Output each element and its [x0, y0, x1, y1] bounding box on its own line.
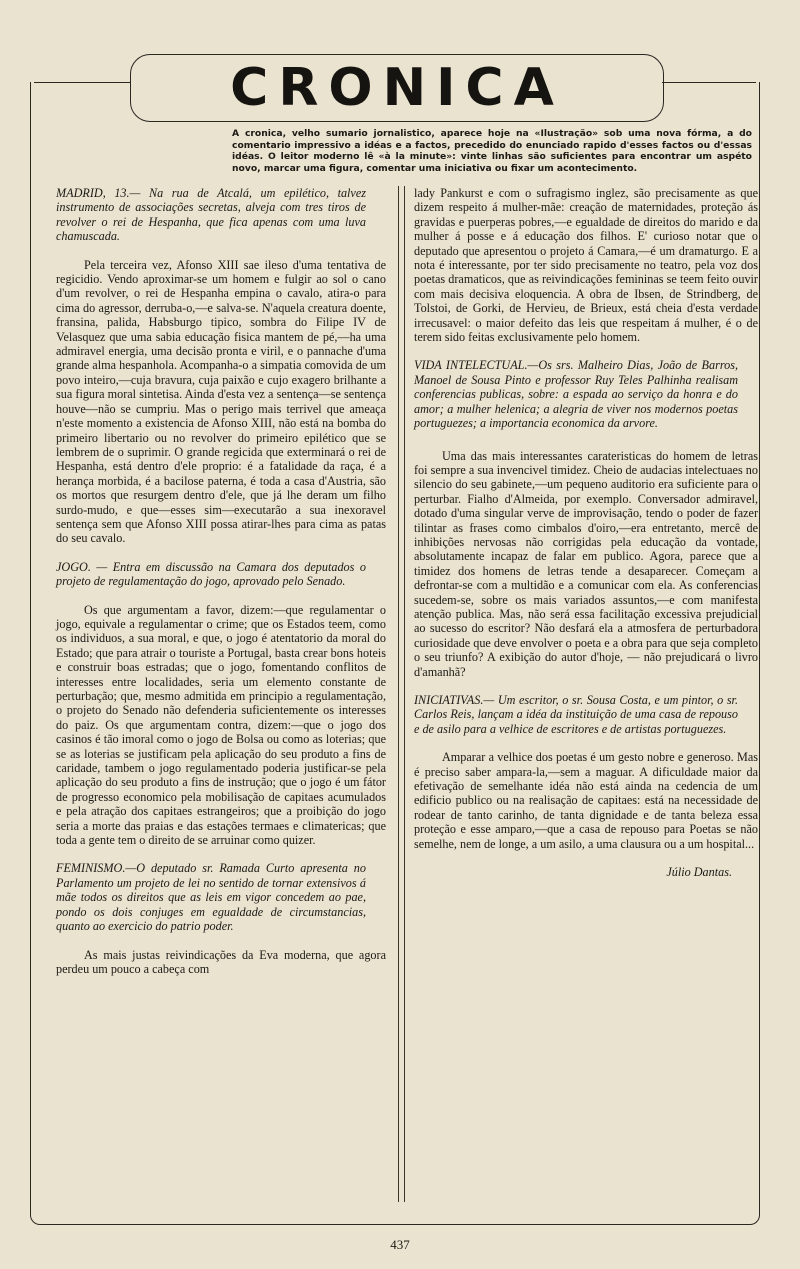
column-divider: [398, 186, 405, 1202]
jogo-lead: JOGO. — Entra em discussão na Camara dos deputados o projeto de regulamentação do jogo, aprovado pelo Senado.: [56, 559, 366, 589]
left-column: [56, 186, 386, 990]
header-rule-right: [662, 82, 756, 83]
jogo-body: Os que argumentam a favor, dizem:—que regulamentar o jogo, equivale a regulamentar o crime; que os Estados teem, como os individuos, a sua moral, e que, o jogo é atentatorio da moral do Estado; que para atrair o touriste a Portugal, basta crear bons hoteis e construir boas estradas; que o jogo, fomentando conflitos de interesses entre localidades, seria um elemento constante de perturbação; que, mesmo admitida em principio a regulamentação, o projeto do Senado não defenderia suficientemente os interesses do paiz. Os que argumentam contra, dizem:—que o jogo dos casinos é tão imoral como o jogo de Bolsa ou como as loterias; que se as loterias se justificam pela aplicação do seu produto a fins de caridade, tambem o jogo regulamentado poderia justificar-se pela aplicação do seu produto a fins de instrução; que o jogo é um fátor de progresso economico pela mobilisação de capitaes acumulados e pela atração dos capitaes estrangeiros; que a proibição do jogo seria a morte das praias e das estações termaes e climatericas; que toda a gente tem o direito de se arruinar como quizer.: [56, 602, 386, 848]
vida-intelectual-body: Uma das mais interessantes carateristicas do homem de letras foi sempre a sua invencivel timidez. Cheio de audacias intelectuaes no silencio do seu gabinete,—um pequeno auditorio era suficiente para o perturbar. Fialho d'Almeida, por exemplo. Conversador admiravel, dotado d'uma singular verve de improvisação, tendo o poder de fazer tilintar as frases como cimbalos d'oiro,—era entretanto, mercê de inhibições nervosas não corrigidas pela educação da vontade, absolutamente incapaz de falar em publico. Agora, parece que a timidez dos homens de letras tende a desaparecer. Começam a defrontar-se com a multidão e a comunicar com ela. As conferencias sucedem-se, sobre os mais variados assuntos,—e com manifesta atenção publica. Mas, não será essa facilitação excessiva prejudicial ao sucesso do escritor? Não desfará ela a atmosfera de perturbadora curiosidade que deve envolver o poeta e a obra para que seja completo o seu triunfo? A exibição do autor d'hoje, — não prejudicará o livro d'amanhã?: [414, 448, 758, 679]
feminismo-lead: FEMINISMO.—O deputado sr. Ramada Curto apresenta no Parlamento um projeto de lei no sentido de tornar extensivos á mãe todos os direitos que as leis em vigor concedem ao pae, pondo os dois conjuges em egualdade de circumstancias, quanto ao exercicio do patrio poder.: [56, 861, 366, 934]
page-number: 437: [390, 1237, 410, 1252]
feminismo-body-end: lady Pankurst e com o sufragismo inglez, são precisamente as que dizem respeito á mulher-mãe: creação de maternidades, proteção ás gravidas e puerperas pobres,—e egualdade de direitos do marido e da mulher á posse e á educação dos filhos. E' curioso notar que o deputado que apresentou o projeto á Camara,—é um dramaturgo. E a nota é interessante, por ter sido precisamente no teatro, pela voz dos poetas dramaticos, que as reivindicações femininas se teem feito ouvir com mais decisiva eloquencia. A obra de Ibsen, de Strindberg, de Tolstoi, de Gorki, de Hervieu, de Brieux, está cheia d'esta verdade irrecusavel: o maior defeito das leis que respeitam á mulher, é o de terem sido feitas exclusivamente pelo homem.: [414, 186, 758, 345]
iniciativas-body: Amparar a velhice dos poetas é um gesto nobre e generoso. Mas é preciso saber ampara-la,—sem a maguar. A dificuldade maior da efetivação de semelhante idéa não está ainda na cedencia de um edificio publico ou na realisação de capitaes: está na necessidade de rodear de tanto carinho, de tanta dignidade e de tanta beleza essa proteção e esse amparo,—que a casa de repouso para Poetas se não semelhe, nem de longe, a um asilo, a uma clausura ou a um hospital...: [414, 750, 758, 851]
vida-intelectual-lead: VIDA INTELECTUAL.—Os srs. Malheiro Dias, João de Barros, Manoel de Sousa Pinto e professor Ruy Teles Palhinha realisam conferencias publicas, sobre: a espada ao serviço da honra e do amor; a mulher helenica; a alegria de viver nos modernos poetas portuguezes; a importancia economica da arvore.: [414, 358, 738, 431]
madrid-body: Pela terceira vez, Afonso XIII sae ileso d'uma tentativa de regicidio. Vendo aproximar-se um homem e fulgir ao sol o cano d'um revolver, o rei de Hespanha empina o cavalo, atira-o para cima do agressor, derruba-o,—e salva-se. N'aquela creatura doente, fransina, palida, Habsburgo tipico, sombra do Filipe IV de Velasquez que uma sabia educação fisica mantem de pé,—ha uma admiravel energia, uma decisão pronta e viril, e o pannache d'uma grande alma hespanhola. Acompanha-o a simpatia comovida de um povo inteiro,—cuja bravura, cuja paixão e cujo exagero brilhante a sua figura moral sintetisa. Ainda d'esta vez a sentença—se sentença houve—não se cumpriu. Mas o perigo mais terrivel que ameaça n'este momento a existencia de Afonso XIII, não está na bomba do primeiro libertario ou no revolver do primeiro epilético que se lembrem de o suprimir. O grande regicida que exterminará o rei de Hespanha, está dentro d'ele proprio: é a fatalidade da raça, é a herança morbida, é a bacilose paterna, é toda a casa d'Austria, são os mortos que resurgem dentro d'ele, que já lhe deram um filho surdo-mudo, e que—esses sim—executarão a sua inexoravel sentença sem que Afonso XIII possa atirar-lhes para cima as patas do seu cavalo.: [56, 257, 386, 546]
madrid-lead: MADRID, 13.— Na rua de Atcalá, um epilético, talvez instrumento de associações secretas, alveja com tres tiros de revolver o rei de Hespanha, que fica apenas com uma luva chamuscada.: [56, 186, 366, 244]
author-signature: Júlio Dantas.: [666, 865, 732, 880]
iniciativas-lead: INICIATIVAS.— Um escritor, o sr. Sousa Costa, e um pintor, o sr. Carlos Reis, lançam a idéa da instituição de uma casa de repouso e de asilo para a velhice de escritores e de artistas portuguezes.: [414, 693, 738, 736]
title-cartouche: [130, 54, 664, 122]
page-title: CRONICA: [230, 58, 564, 118]
right-column: [414, 186, 758, 879]
feminismo-body-start: As mais justas reivindicações da Eva moderna, que agora perdeu um pouco a cabeça com: [56, 947, 386, 976]
header-rule-left: [34, 82, 130, 83]
intro-paragraph: A cronica, velho sumario jornalistico, aparece hoje na «Ilustração» sob uma nova fórma, a do comentario impressivo a idéas e a factos, precedido do enunciado rapido d'esses factos ou d'essas idéas. O leitor moderno lê «à la minute»: vinte linhas são suficientes para encontrar um aspéto novo, marcar uma figura, comentar uma iniciativa ou fixar um acontecimento.: [232, 128, 752, 174]
